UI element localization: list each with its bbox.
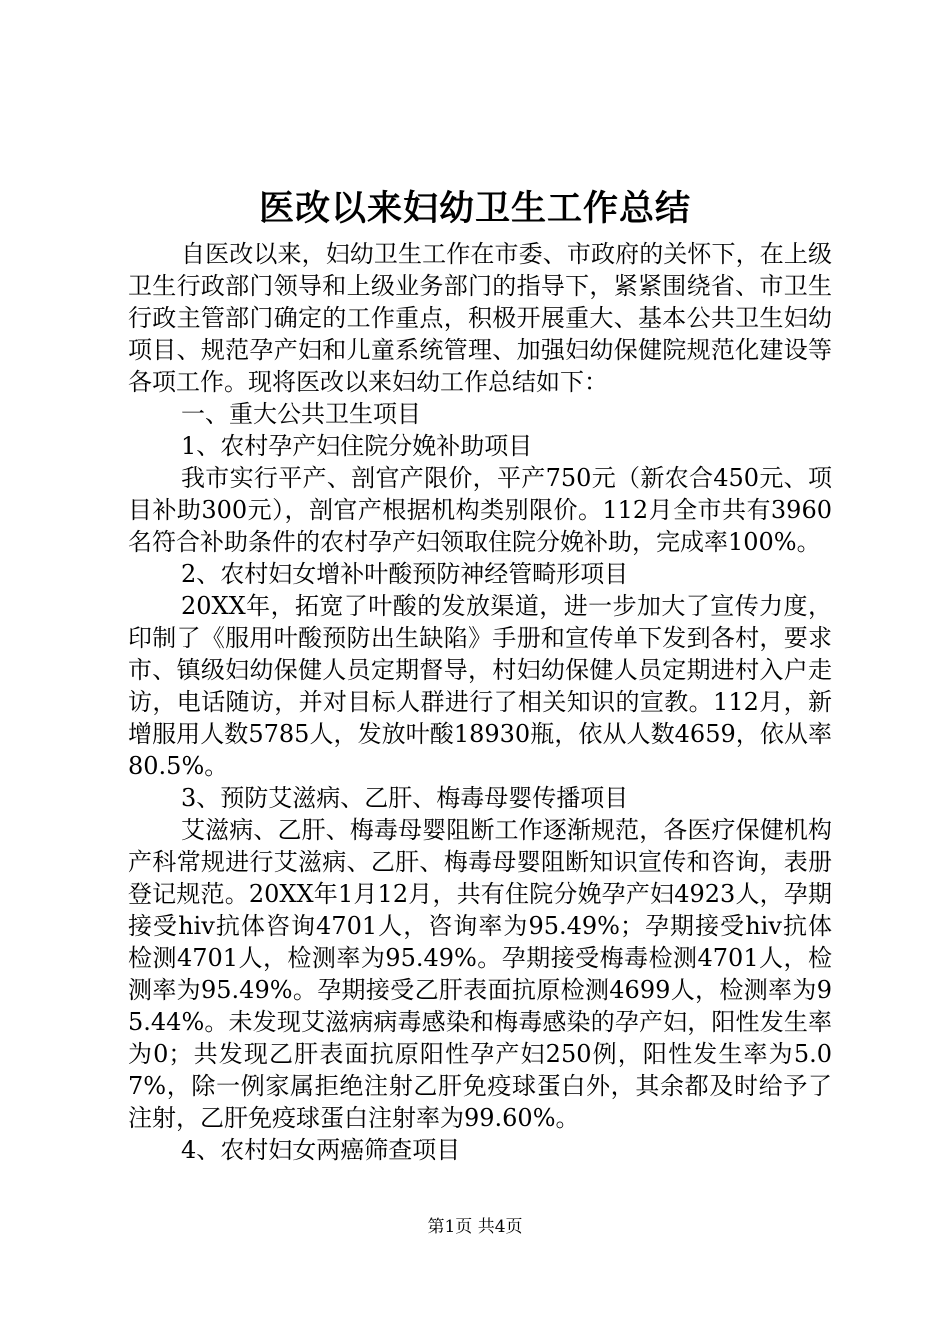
subsection-heading-1: 1、农村孕产妇住院分娩补助项目: [181, 432, 533, 460]
section-heading-1: 一、重大公共卫生项目: [181, 400, 421, 428]
subsection-heading-3: 3、预防艾滋病、乙肝、梅毒母婴传播项目: [181, 784, 629, 812]
intro-paragraph: 自医改以来，妇幼卫生工作在市委、市政府的关怀下，在上级卫生行政部门领导和上级业务部门的指导下，紧紧围绕省、市卫生行政主管部门确定的工作重点，积极开展重大、基本公共卫生妇幼项目、规范孕产妇和儿童系统管理、加强妇幼保健院规范化建设等各项工作。现将医改以来妇幼工作总结如下：: [128, 240, 832, 396]
subsection-paragraph-1: 我市实行平产、剖官产限价，平产750元（新农合450元、项目补助300元），剖官产根据机构类别限价。112月全市共有3960名符合补助条件的农村孕产妇领取住院分娩补助，完成率100%。: [128, 464, 832, 556]
subsection-heading-2: 2、农村妇女增补叶酸预防神经管畸形项目: [181, 560, 629, 588]
subsection-paragraph-2: 20XX年，拓宽了叶酸的发放渠道，进一步加大了宣传力度，印制了《服用叶酸预防出生缺陷》手册和宣传单下发到各村，要求市、镇级妇幼保健人员定期督导，村妇幼保健人员定期进村入户走访，电话随访，并对目标人群进行了相关知识的宣教。112月，新增服用人数5785人，发放叶酸18930瓶，依从人数4659，依从率80.5%。: [128, 592, 832, 780]
page-footer: 第1页 共4页: [427, 1217, 523, 1237]
subsection-paragraph-3: 艾滋病、乙肝、梅毒母婴阻断工作逐渐规范，各医疗保健机构产科常规进行艾滋病、乙肝、梅毒母婴阻断知识宣传和咨询，表册登记规范。20XX年1月12月，共有住院分娩孕产妇4923人，孕期接受hiv抗体咨询4701人，咨询率为95.49%；孕期接受hiv抗体检测4701人，检测率为95.49%。孕期接受梅毒检测4701人，检测率为95.49%。孕期接受乙肝表面抗原检测4699人，检测率为95.44%。未发现艾滋病病毒感染和梅毒感染的孕产妇，阳性发生率为0；共发现乙肝表面抗原阳性孕产妇250例，阳性发生率为5.07%，除一例家属拒绝注射乙肝免疫球蛋白外，其余都及时给予了注射，乙肝免疫球蛋白注射率为99.60%。: [128, 816, 832, 1132]
subsection-heading-4: 4、农村妇女两癌筛查项目: [181, 1136, 461, 1164]
document-body: [128, 238, 832, 1166]
document-title: 医改以来妇幼卫生工作总结: [258, 188, 691, 229]
